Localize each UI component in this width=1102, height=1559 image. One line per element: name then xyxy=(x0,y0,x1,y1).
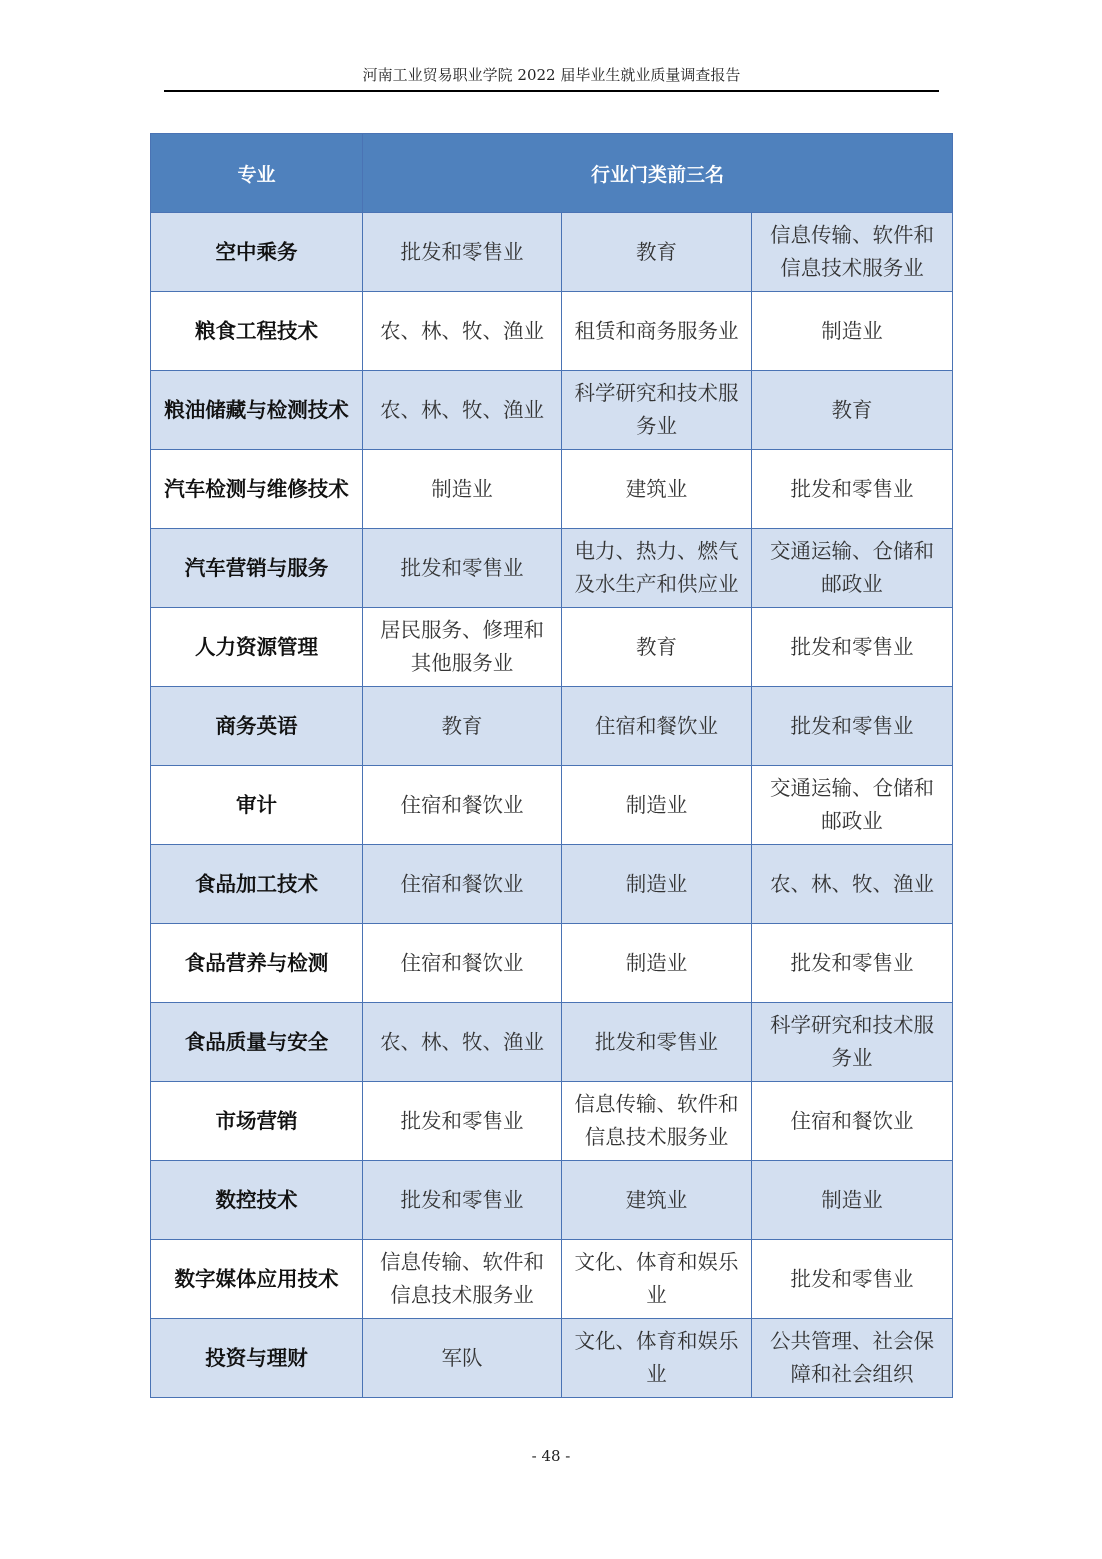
industry-cell-2 xyxy=(562,608,752,687)
industry-label: 制造业 xyxy=(431,476,493,501)
table-row xyxy=(151,292,953,371)
industry-label: 农、林、牧、渔业 xyxy=(380,397,544,422)
major-cell: 审计 xyxy=(151,766,363,845)
industry-cell-2 xyxy=(562,1003,752,1082)
industry-cell-3 xyxy=(752,687,953,766)
table-row xyxy=(151,687,953,766)
industry-cell-1 xyxy=(363,924,562,1003)
industry-cell-3 xyxy=(752,924,953,1003)
table-row xyxy=(151,529,953,608)
industry-cell-2 xyxy=(562,1082,752,1161)
industry-label: 制造业 xyxy=(821,318,883,343)
industry-cell-2 xyxy=(562,371,752,450)
industry-cell-1 xyxy=(363,371,562,450)
industry-label: 住宿和餐饮业 xyxy=(400,792,524,817)
major-cell: 食品营养与检测 xyxy=(151,924,363,1003)
industry-label: 交通运输、仓储和邮政业 xyxy=(770,539,934,596)
header-major: 专业 xyxy=(151,134,363,213)
major-cell: 汽车检测与维修技术 xyxy=(151,450,363,529)
industry-cell-3 xyxy=(752,1003,953,1082)
industry-label: 批发和零售业 xyxy=(790,950,914,975)
industry-cell-1 xyxy=(363,608,562,687)
industry-cell-1 xyxy=(363,529,562,608)
industry-cell-2 xyxy=(562,1240,752,1319)
major-cell: 空中乘务 xyxy=(151,213,363,292)
industry-label: 租赁和商务服务业 xyxy=(574,318,739,343)
industry-cell-3 xyxy=(752,371,953,450)
industry-cell-2 xyxy=(562,292,752,371)
table-row xyxy=(151,213,953,292)
header-industries: 行业门类前三名 xyxy=(363,134,953,213)
industry-cell-1 xyxy=(363,292,562,371)
industry-label: 住宿和餐饮业 xyxy=(400,950,524,975)
industry-label: 制造业 xyxy=(821,1187,883,1212)
industry-label: 农、林、牧、渔业 xyxy=(770,871,934,896)
table-row xyxy=(151,766,953,845)
industry-cell-3 xyxy=(752,608,953,687)
industry-label: 建筑业 xyxy=(625,476,688,501)
report-header: 河南工业贸易职业学院 2022 届毕业生就业质量调查报告 xyxy=(164,60,939,92)
industry-cell-1 xyxy=(363,1161,562,1240)
table-row xyxy=(151,1003,953,1082)
major-cell: 汽车营销与服务 xyxy=(151,529,363,608)
industry-label: 教育 xyxy=(441,713,483,738)
industry-label: 批发和零售业 xyxy=(400,1108,524,1133)
page-number: - 48 - xyxy=(531,1447,571,1465)
industry-cell-3 xyxy=(752,213,953,292)
table-row xyxy=(151,924,953,1003)
industry-label: 信息传输、软件和信息技术服务业 xyxy=(770,223,934,280)
industry-label: 电力、热力、燃气及水生产和供应业 xyxy=(574,539,739,596)
industry-cell-3 xyxy=(752,1082,953,1161)
table-row xyxy=(151,1319,953,1398)
table-row xyxy=(151,845,953,924)
industry-label: 居民服务、修理和其他服务业 xyxy=(380,618,544,675)
major-cell: 食品质量与安全 xyxy=(151,1003,363,1082)
table-row xyxy=(151,1240,953,1319)
industry-cell-1 xyxy=(363,1082,562,1161)
industry-table xyxy=(150,133,953,1398)
major-cell: 投资与理财 xyxy=(151,1319,363,1398)
industry-label: 批发和零售业 xyxy=(790,634,914,659)
industry-cell-2 xyxy=(562,1319,752,1398)
industry-cell-1 xyxy=(363,766,562,845)
industry-label: 批发和零售业 xyxy=(790,476,914,501)
major-cell: 粮食工程技术 xyxy=(151,292,363,371)
industry-cell-1 xyxy=(363,687,562,766)
industry-cell-2 xyxy=(562,1161,752,1240)
industry-cell-2 xyxy=(562,450,752,529)
table-row xyxy=(151,608,953,687)
industry-label: 住宿和餐饮业 xyxy=(790,1108,914,1133)
major-cell: 粮油储藏与检测技术 xyxy=(151,371,363,450)
industry-label: 教育 xyxy=(636,239,677,264)
major-cell: 数字媒体应用技术 xyxy=(151,1240,363,1319)
table-row xyxy=(151,450,953,529)
industry-label: 住宿和餐饮业 xyxy=(400,871,524,896)
industry-label: 批发和零售业 xyxy=(400,1187,524,1212)
industry-cell-1 xyxy=(363,1003,562,1082)
industry-label: 批发和零售业 xyxy=(400,239,524,264)
industry-cell-3 xyxy=(752,766,953,845)
major-cell: 数控技术 xyxy=(151,1161,363,1240)
industry-label: 批发和零售业 xyxy=(595,1029,718,1054)
major-cell: 人力资源管理 xyxy=(151,608,363,687)
industry-label: 制造业 xyxy=(625,950,688,975)
industry-label: 农、林、牧、渔业 xyxy=(380,1029,544,1054)
industry-cell-2 xyxy=(562,924,752,1003)
industry-label: 科学研究和技术服务业 xyxy=(770,1013,934,1070)
industry-label: 公共管理、社会保障和社会组织 xyxy=(770,1329,934,1386)
industry-cell-2 xyxy=(562,845,752,924)
industry-label: 教育 xyxy=(831,397,873,422)
table-row xyxy=(151,1082,953,1161)
industry-label: 文化、体育和娱乐业 xyxy=(574,1250,739,1307)
table-row xyxy=(151,371,953,450)
industry-label: 科学研究和技术服务业 xyxy=(574,381,739,438)
industry-cell-1 xyxy=(363,845,562,924)
industry-label: 交通运输、仓储和邮政业 xyxy=(770,776,934,833)
industry-cell-3 xyxy=(752,1161,953,1240)
major-cell: 商务英语 xyxy=(151,687,363,766)
industry-label: 建筑业 xyxy=(625,1187,688,1212)
industry-label: 农、林、牧、渔业 xyxy=(380,318,544,343)
industry-label: 批发和零售业 xyxy=(400,555,524,580)
industry-cell-1 xyxy=(363,213,562,292)
table-header-row xyxy=(151,134,953,213)
industry-label: 批发和零售业 xyxy=(790,1266,914,1291)
industry-label: 批发和零售业 xyxy=(790,713,914,738)
industry-cell-3 xyxy=(752,1240,953,1319)
table-row xyxy=(151,1161,953,1240)
industry-cell-1 xyxy=(363,1319,562,1398)
industry-cell-1 xyxy=(363,1240,562,1319)
industry-label: 信息传输、软件和信息技术服务业 xyxy=(574,1092,739,1149)
industry-cell-3 xyxy=(752,450,953,529)
industry-cell-3 xyxy=(752,529,953,608)
industry-label: 文化、体育和娱乐业 xyxy=(574,1329,739,1386)
industry-label: 教育 xyxy=(636,634,677,659)
industry-cell-3 xyxy=(752,292,953,371)
industry-label: 信息传输、软件和信息技术服务业 xyxy=(380,1250,544,1307)
industry-label: 制造业 xyxy=(625,871,688,896)
industry-cell-2 xyxy=(562,687,752,766)
industry-label: 住宿和餐饮业 xyxy=(595,713,718,738)
industry-cell-2 xyxy=(562,766,752,845)
industry-cell-3 xyxy=(752,845,953,924)
industry-label: 军队 xyxy=(441,1345,483,1370)
industry-cell-2 xyxy=(562,529,752,608)
industry-cell-3 xyxy=(752,1319,953,1398)
industry-label: 制造业 xyxy=(625,792,688,817)
major-cell: 食品加工技术 xyxy=(151,845,363,924)
major-cell: 市场营销 xyxy=(151,1082,363,1161)
industry-cell-2 xyxy=(562,213,752,292)
industry-cell-1 xyxy=(363,450,562,529)
